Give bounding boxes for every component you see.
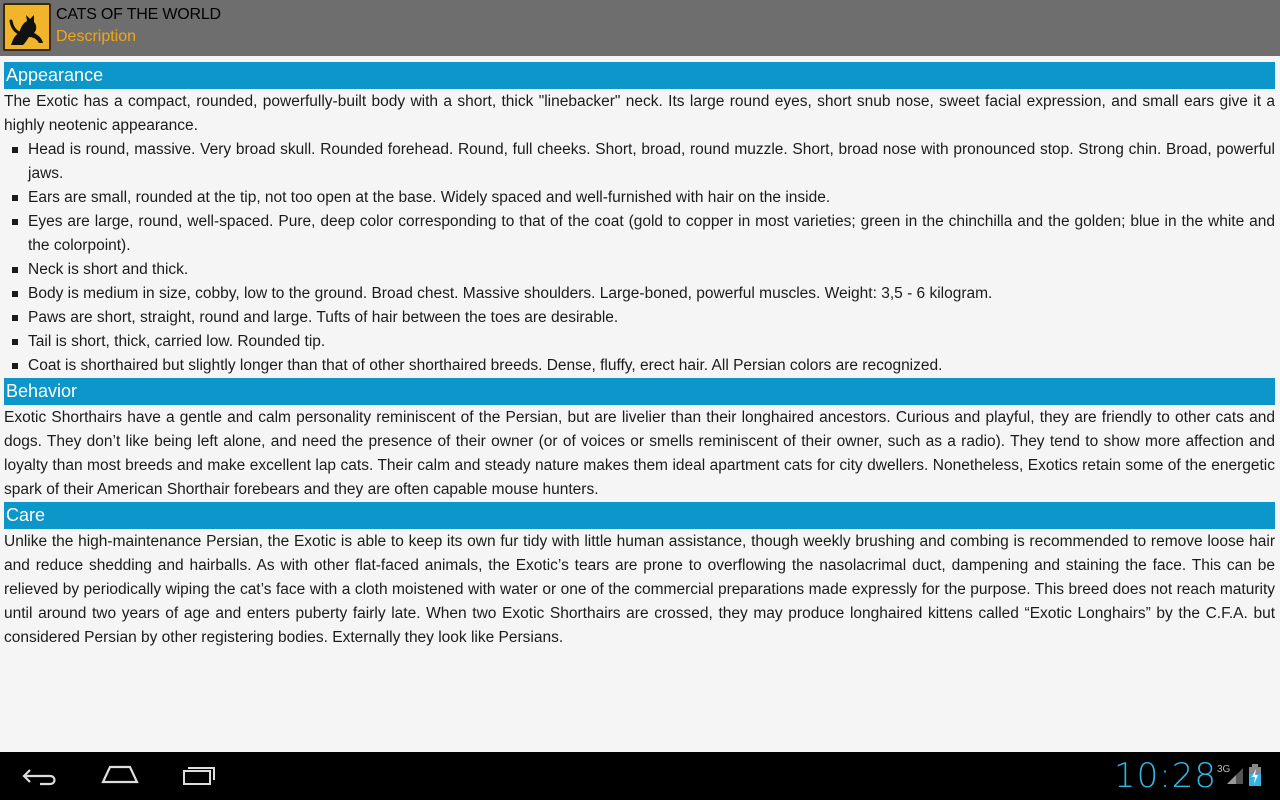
list-item-text: Tail is short, thick, carried low. Rounded tip. — [28, 333, 326, 350]
section-header-appearance: Appearance — [4, 62, 1275, 89]
back-icon[interactable] — [16, 760, 64, 792]
behavior-text: Exotic Shorthairs have a gentle and calm personality reminiscent of the Persian, but are livelier than their longhaired ancestors. Curious and playful, they are friendly to other cats and dogs. They don’t like being left alone, and need the presence of their owner (or of voices or smells reminiscent of their owner, such as a radio). They tend to show more affection and loyalty than most breeds and make excellent lap cats. Their calm and steady nature makes them ideal apartment cats for city dwellers. Nonetheless, Exotics retain some of the energetic spark of their American Shorthair forebears and they are often capable mouse hunters. — [4, 409, 1275, 498]
list-item-text: Coat is shorthaired but slightly longer than that of other shorthaired breeds. Dense, fluffy, erect hair. All Persian colors are recognized. — [28, 357, 943, 374]
list-item-text: Body is medium in size, cobby, low to the ground. Broad chest. Massive shoulders. Large-boned, powerful muscles. Weight: 3,5 - 6 kilogram. — [28, 285, 993, 302]
home-icon[interactable] — [96, 760, 144, 792]
recent-apps-icon[interactable] — [176, 760, 224, 792]
section-header-behavior: Behavior — [4, 378, 1275, 405]
list-item — [4, 258, 1275, 282]
bullet-icon — [12, 363, 18, 369]
list-item — [4, 138, 1275, 186]
description-content[interactable] — [4, 62, 1275, 650]
list-item-text: Head is round, massive. Very broad skull. Rounded forehead. Round, full cheeks. Short, broad, round muzzle. Short, broad nose with pronounced stop. Strong chin. Broad, powerful jaws. — [28, 141, 1275, 182]
list-item-text: Paws are short, straight, round and large. Tufts of hair between the toes are desirable. — [28, 309, 619, 326]
bullet-icon — [12, 291, 18, 297]
network-type: 3G — [1217, 764, 1231, 775]
bullet-icon — [12, 315, 18, 321]
page-subtitle: Description — [56, 28, 137, 45]
action-bar — [0, 0, 1280, 56]
list-item — [4, 282, 1275, 306]
bullet-icon — [12, 267, 18, 273]
bullet-icon — [12, 195, 18, 201]
appearance-list — [4, 138, 1275, 378]
battery-charging-icon — [1248, 764, 1262, 791]
section-header-care: Care — [4, 502, 1275, 529]
bullet-icon — [12, 339, 18, 345]
list-item — [4, 330, 1275, 354]
list-item-text: Neck is short and thick. — [28, 261, 189, 278]
list-item — [4, 210, 1275, 258]
list-item — [4, 306, 1275, 330]
black-cat-icon[interactable] — [3, 3, 51, 51]
app-title: CATS OF THE WORLD — [56, 6, 221, 23]
care-text: Unlike the high-maintenance Persian, the Exotic is able to keep its own fur tidy with little human assistance, though weekly brushing and combing is recommended to remove loose hair and reduce shedding and hairballs. As with other flat-faced animals, the Exotic’s tears are prone to overflowing the nasolacrimal duct, dampening and staining the face. This can be relieved by periodically wiping the cat’s face with a cloth moistened with water or one of the commercial preparations made expressly for the purpose. This breed does not reach maturity until around two years of age and enters puberty fairly late. When two Exotic Shorthairs are crossed, they may produce longhaired kittens called “Exotic Longhairs” by the C.F.A. but considered Persian by other registering bodies. Externally they look like Persians. — [4, 533, 1275, 646]
status-clock: 10:28 — [1114, 756, 1217, 796]
signal-icon — [1226, 767, 1244, 790]
list-item — [4, 354, 1275, 378]
list-item-text: Eyes are large, round, well-spaced. Pure, deep color corresponding to that of the coat (gold to copper in most varieties; green in the chinchilla and the golden; blue in the white and the colorpoint). — [28, 213, 1275, 254]
bullet-icon — [12, 147, 18, 153]
appearance-intro: The Exotic has a compact, rounded, powerfully-built body with a short, thick "linebacker" neck. Its large round eyes, short snub nose, sweet facial expression, and small ears give it a highly neotenic appearance. — [4, 93, 1275, 134]
list-item-text: Ears are small, rounded at the tip, not too open at the base. Widely spaced and well-furnished with hair on the inside. — [28, 189, 831, 206]
list-item — [4, 186, 1275, 210]
bullet-icon — [12, 219, 18, 225]
system-navigation-bar — [0, 752, 1280, 800]
